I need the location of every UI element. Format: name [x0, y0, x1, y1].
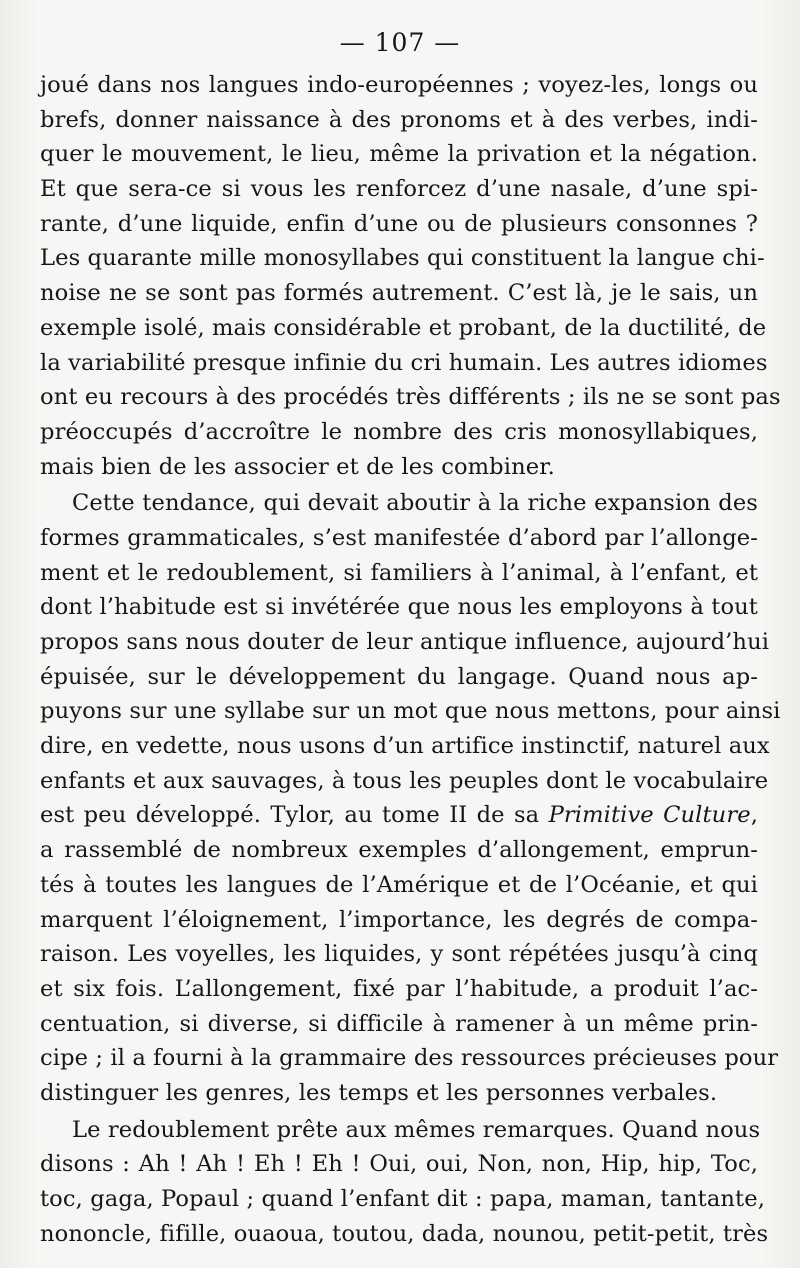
- text-line: Le redoublement prête aux mêmes remarques. Quand nous: [72, 1116, 761, 1143]
- text-line: a rassemblé de nombreux exemples d’allongement, emprun-: [40, 837, 758, 864]
- text-line: puyons sur une syllabe sur un mot que nous mettons, pour ainsi: [40, 698, 781, 725]
- text-line: disons : Ah ! Ah ! Eh ! Eh ! Oui, oui, Non, non, Hip, hip, Toc,: [40, 1151, 758, 1178]
- text-line: mais bien de les associer et de les combiner.: [40, 453, 555, 480]
- text-line: brefs, donner naissance à des pronoms et à des verbes, indi-: [40, 106, 758, 133]
- text-line: toc, gaga, Popaul ; quand l’enfant dit : papa, maman, tantante,: [40, 1186, 765, 1212]
- body-text: [40, 68, 781, 1253]
- text-line: dont l’habitude est si invétérée que nous les employons à tout: [40, 594, 758, 621]
- text-line: dire, en vedette, nous usons d’un artifice instinctif, naturel aux: [40, 733, 770, 760]
- text-line: Et que sera-ce si vous les renforcez d’une nasale, d’une spi-: [40, 176, 758, 203]
- text-line: raison. Les voyelles, les liquides, y sont répétées jusqu’à cinq: [40, 941, 758, 968]
- text-line: centuation, si diverse, si difficile à ramener à un même prin-: [40, 1010, 758, 1037]
- text-line: Cette tendance, qui devait aboutir à la riche expansion des: [72, 490, 758, 517]
- text-line: marquent l’éloignement, l’importance, les degrés de compa-: [40, 906, 758, 933]
- text-line: et six fois. L’allongement, fixé par l’habitude, a produit l’ac-: [40, 975, 758, 1002]
- page-number: — 107 —: [339, 28, 461, 57]
- text-line: distinguer les genres, les temps et les personnes verbales.: [40, 1079, 718, 1106]
- text-segment: est peu développé. Tylor, au tome II de sa: [40, 802, 549, 829]
- text-segment: ,: [750, 802, 758, 829]
- book-title: Primitive Culture: [548, 802, 751, 829]
- text-line: rante, d’une liquide, enfin d’une ou de plusieurs consonnes ?: [40, 210, 758, 237]
- text-line: ment et le redoublement, si familiers à l’animal, à l’enfant, et: [40, 559, 758, 586]
- text-line: formes grammaticales, s’est manifestée d’abord par l’allonge-: [40, 524, 758, 551]
- paragraph-3: [40, 1113, 769, 1252]
- paragraph-2: [40, 486, 781, 1110]
- text-line: cipe ; il a fourni à la grammaire des ressources précieuses pour: [40, 1045, 779, 1072]
- text-line: tés à toutes les langues de l’Amérique et de l’Océanie, et qui: [40, 871, 758, 898]
- text-line-with-title: [40, 798, 758, 833]
- text-line: Les quarante mille monosyllabes qui constituent la langue chi-: [40, 245, 765, 272]
- text-line: exemple isolé, mais considérable et probant, de la ductilité, de: [40, 314, 767, 341]
- text-line: noise ne se sont pas formés autrement. C’est là, je le sais, un: [40, 280, 758, 307]
- text-line: nononcle, fifille, ouaoua, toutou, dada, nounou, petit-petit, très: [40, 1220, 769, 1247]
- text-line: épuisée, sur le développement du langage. Quand nous ap-: [40, 663, 758, 690]
- paragraph-1: [40, 68, 781, 484]
- text-line: joué dans nos langues indo-européennes ; voyez-les, longs ou: [40, 72, 758, 98]
- text-line: la variabilité presque infinie du cri humain. Les autres idiomes: [40, 349, 768, 376]
- text-line: préoccupés d’accroître le nombre des cris monosyllabiques,: [40, 418, 758, 445]
- text-line: enfants et aux sauvages, à tous les peuples dont le vocabulaire: [40, 767, 769, 794]
- text-line: propos sans nous douter de leur antique influence, aujourd’hui: [40, 629, 770, 655]
- text-line: quer le mouvement, le lieu, même la privation et la négation.: [40, 141, 758, 168]
- text-line: ont eu recours à des procédés très différents ; ils ne se sont pas: [40, 384, 781, 411]
